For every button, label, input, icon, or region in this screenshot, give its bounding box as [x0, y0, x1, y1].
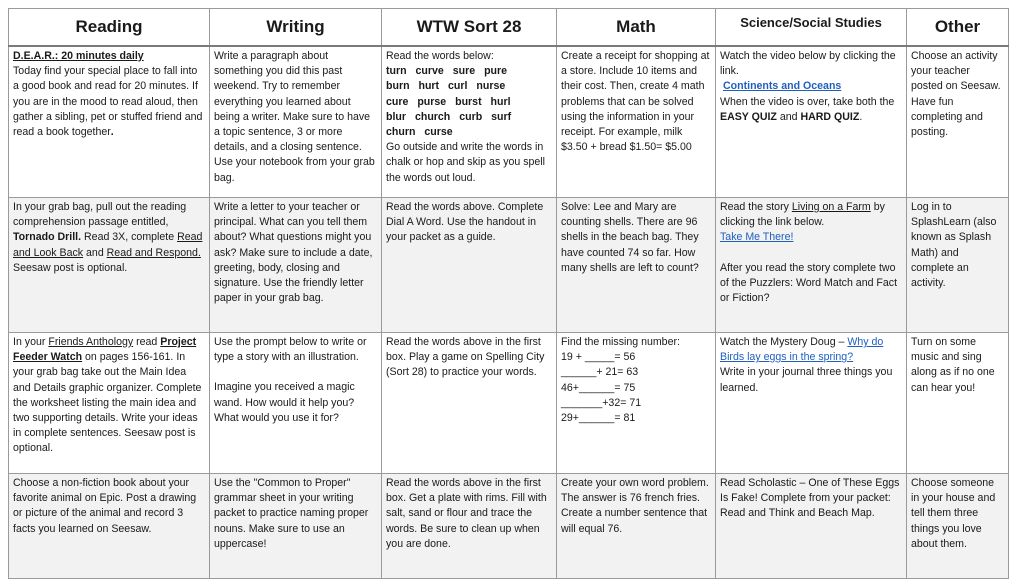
cell-wtw-2: Read the words above. Complete Dial A Word. Use the handout in your packet as a guide. [382, 198, 557, 333]
cell-writing-3 [210, 333, 382, 474]
reading-text: In your [13, 336, 49, 348]
reading-text: Read 3X, complete [81, 231, 178, 244]
cell-reading-1 [9, 46, 210, 198]
writing-prompt-intro: Use the prompt below to write or type a story with an illustration. [214, 336, 367, 364]
cell-writing-2: Write a letter to your teacher or principal. What can you tell them about? What questions might you ask? Make sure to include a date, greeting, body, closing and signature. Use the friendly letter paper in your grab bag. [210, 198, 382, 333]
take-me-there-link[interactable]: Take Me There! [720, 231, 794, 244]
hard-quiz-label: HARD QUIZ [800, 110, 860, 123]
dear-title: D.E.A.R.: 20 minutes daily [13, 50, 144, 62]
cell-reading-3 [9, 333, 210, 474]
dear-body: Today find your special place to fall into a good book and read for 20 minutes. If you are in the mood to read aloud, then gather a sibling, pet or stuffed friend and read a book together [13, 65, 203, 139]
cell-wtw-4: Read the words above in the first box. Get a plate with rims. Fill with salt, sand or flour and trace the words. Be sure to clean up when you are done. [382, 474, 557, 579]
header-math: Math [557, 9, 716, 47]
friends-anthology-title: Friends Anthology [48, 336, 134, 348]
cell-science-3 [716, 333, 907, 474]
cell-other-2: Log in to SplashLearn (also known as Splash Math) and complete an activity. [907, 198, 1009, 333]
table-row [9, 198, 1009, 333]
math-problem: 29+______= 81 [561, 412, 636, 425]
cell-writing-4: Use the "Common to Proper" grammar sheet in your writing packet to practice naming proper nouns. Make sure to use an uppercase! [210, 474, 382, 579]
cell-science-4: Read Scholastic – One of These Eggs Is Fake! Complete from your packet: Read and Think and Beach Map. [716, 474, 907, 579]
cell-other-4: Choose someone in your house and tell them three things you love about them. [907, 474, 1009, 579]
header-row [9, 9, 1009, 47]
science-text: Write in your journal three things you learned. [720, 366, 893, 394]
dear-period: . [110, 126, 114, 139]
science-intro: Watch the video below by clicking the link. [720, 50, 896, 78]
cell-science-2 [716, 198, 907, 333]
cell-other-3: Turn on some music and sing along as if no one can hear you! [907, 333, 1009, 474]
read-respond-title: Read and Respond. [106, 246, 201, 259]
cell-reading-4: Choose a non-fiction book about your favorite animal on Epic. Post a drawing or picture of the animal and record 3 facts you learned on Seesaw. [9, 474, 210, 579]
science-quiz-text: When the video is over, take both the [720, 95, 895, 108]
reading-text: on pages 156-161. In your grab bag take out the Main Idea and Details graphic organizer. Complete the worksheet listing the main idea and two supporting details. Write your ideas in complete sentences. Seesaw post is optional. [13, 351, 202, 455]
reading-text: In your grab bag, pull out the reading comprehension passage entitled, [13, 201, 187, 229]
math-problem: 19 + _____= 56 [561, 351, 636, 364]
math-problem: _______+32= 71 [561, 396, 642, 409]
science-and: and [776, 110, 801, 123]
cell-writing-1: Write a paragraph about something you did this past weekend. Try to remember everything you learned about being a writer. Make sure to have a topic sentence, 3 or more details, and a closing sentence. Use your notebook from your grab bag. [210, 46, 382, 198]
math-title: Find the missing number: [561, 336, 680, 348]
word-list-line: blur church curb surf [386, 110, 512, 123]
writing-prompt: Imagine you received a magic wand. How would it help you? What would you use it for? [214, 381, 355, 424]
learning-table [8, 8, 1009, 579]
math-problem: 46+______= 75 [561, 381, 636, 394]
science-text: Watch the Mystery Doug – [720, 336, 848, 348]
reading-text: read [133, 336, 161, 348]
cell-math-3 [557, 333, 716, 474]
cell-math-1: Create a receipt for shopping at a store. Include 10 items and their cost. Then, create 4 math problems that can be solved using the information in your receipt. For example, milk $3.50 + bread $1.50= $5.00 [557, 46, 716, 198]
choice-board [8, 8, 1008, 579]
word-list-line: turn curve sure pure [386, 65, 508, 78]
table-row [9, 333, 1009, 474]
science-period: . [859, 110, 863, 123]
cell-science-1 [716, 46, 907, 198]
continents-oceans-link[interactable]: Continents and Oceans [723, 80, 842, 93]
cell-wtw-3: Read the words above in the first box. Play a game on Spelling City (Sort 28) to practice your words. [382, 333, 557, 474]
cell-math-4: Create your own word problem. The answer is 76 french fries. Create a number sentence that will equal 76. [557, 474, 716, 579]
header-writing: Writing [210, 9, 382, 47]
math-problem: ______+ 21= 63 [561, 366, 639, 379]
project-feeder-watch-title: Project Feeder Watch [13, 336, 197, 364]
header-reading: Reading [9, 9, 210, 47]
cell-math-2: Solve: Lee and Mary are counting shells. There are 96 shells in the beach bag. They have counted 74 so far. How many shells are left to count? [557, 198, 716, 333]
tornado-drill-title: Tornado Drill. [13, 231, 82, 244]
table-row [9, 474, 1009, 579]
read-look-back-title: Read and Look Back [13, 231, 203, 259]
cell-reading-2 [9, 198, 210, 333]
wtw-intro: Read the words below: [386, 50, 494, 62]
science-text: After you read the story complete two of the Puzzlers: Word Match and Fact or Fiction? [720, 261, 898, 305]
science-text: by clicking the link below. [720, 201, 885, 229]
header-science-social: Science/Social Studies [716, 9, 907, 47]
word-list-line: churn curse [386, 126, 453, 139]
wtw-outro: Go outside and write the words in chalk or hop and skip as you spell the words out loud. [386, 141, 545, 184]
word-list-line: cure purse burst hurl [386, 95, 511, 108]
birds-eggs-link[interactable]: Why do Birds lay eggs in the spring? [720, 336, 884, 364]
header-other: Other [907, 9, 1009, 47]
table-row [9, 46, 1009, 198]
reading-text: and [83, 246, 107, 259]
word-list-line: burn hurt curl nurse [386, 80, 506, 93]
cell-other-1: Choose an activity your teacher posted on Seesaw. Have fun completing and posting. [907, 46, 1009, 198]
reading-text: Seesaw post is optional. [13, 261, 128, 274]
science-text: Read the story [720, 201, 792, 213]
cell-wtw-1 [382, 46, 557, 198]
living-on-farm-title: Living on a Farm [791, 201, 871, 213]
header-wtw-sort: WTW Sort 28 [382, 9, 557, 47]
easy-quiz-label: EASY QUIZ [720, 110, 777, 123]
